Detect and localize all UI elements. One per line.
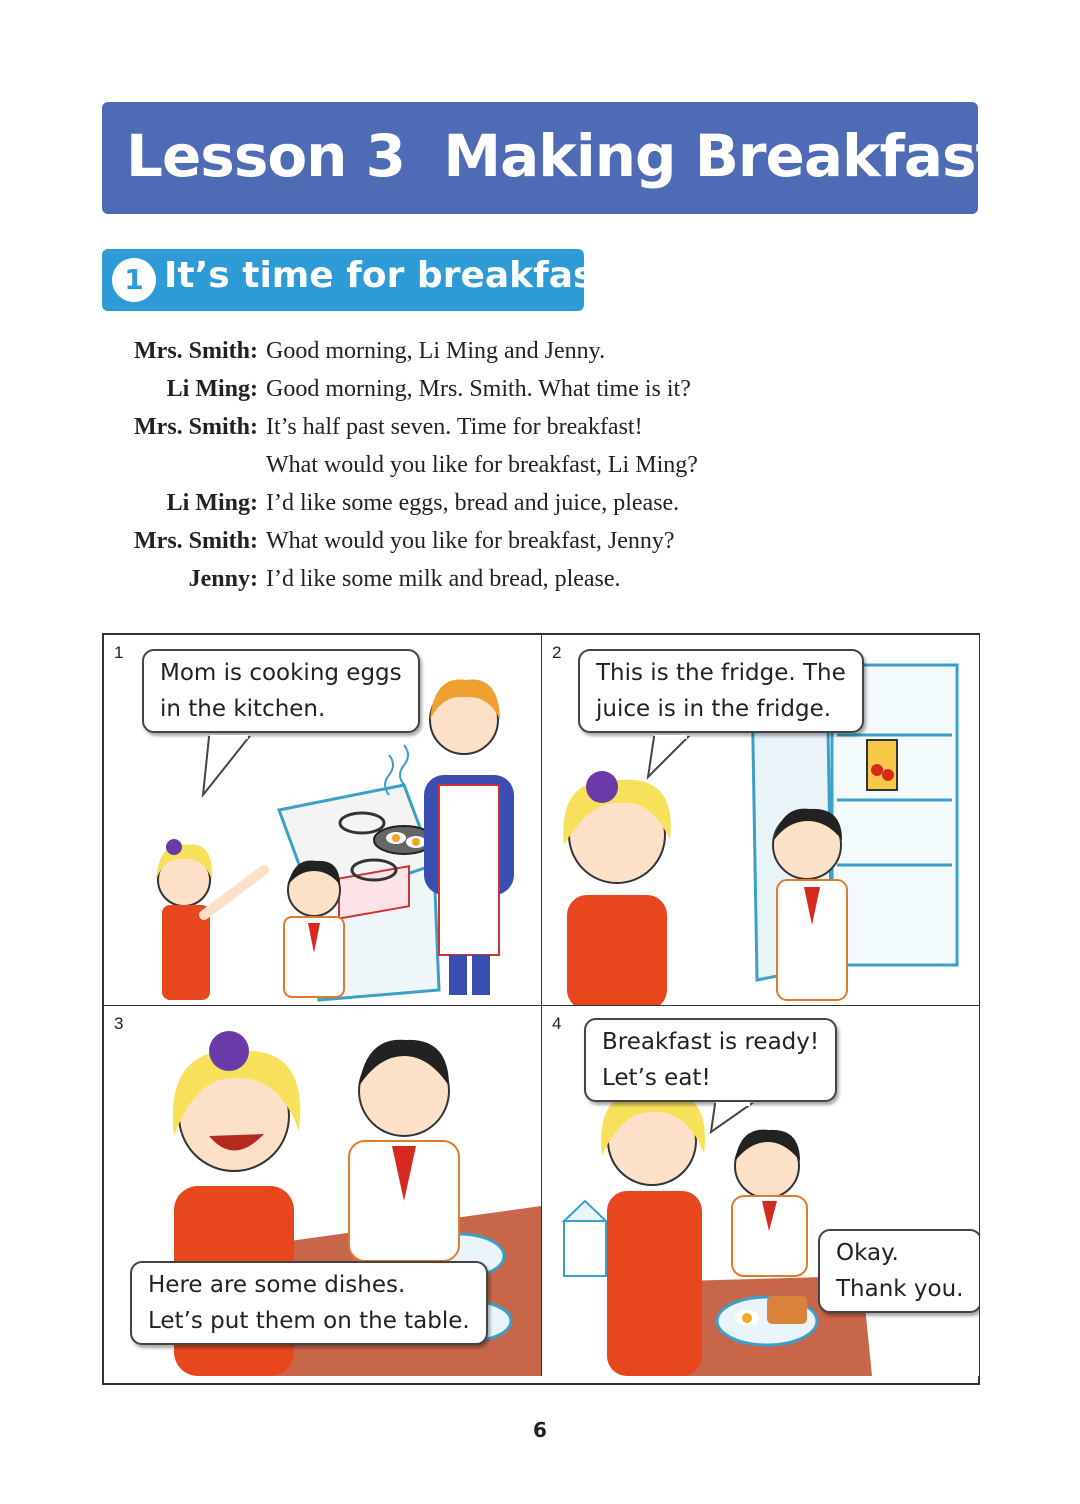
dialogue-line [102, 560, 882, 598]
section-header [102, 249, 629, 311]
comic-panel-4 [542, 1006, 979, 1376]
milk-carton [564, 1221, 606, 1276]
page-number: 6 [533, 1418, 547, 1442]
dialogue-line [102, 332, 882, 370]
speech: I’d like some milk and bread, please. [266, 565, 621, 592]
speaker: Li Ming: [166, 489, 258, 516]
dialogue-line [102, 484, 882, 522]
comic-panel-1 [104, 635, 542, 1006]
speaker: Mrs. Smith: [134, 527, 258, 554]
lesson-title-bar [102, 102, 1003, 214]
speech-bubble: Breakfast is ready! Let’s eat! [584, 1018, 837, 1102]
speech: It’s half past seven. Time for breakfast! [266, 413, 643, 440]
panel-number: 3 [114, 1014, 124, 1033]
panel-number: 2 [552, 643, 562, 662]
bubble-tail [642, 735, 702, 785]
speech-bubble: Here are some dishes. Let’s put them on the table. [130, 1261, 488, 1345]
lesson-title: Lesson 3 Making Breakfast [126, 122, 1003, 190]
comic-panel-2 [542, 635, 979, 1006]
speech-bubble: Okay. Thank you. [818, 1229, 979, 1313]
comic-panel-3 [104, 1006, 542, 1376]
speech: I’d like some eggs, bread and juice, please. [266, 489, 680, 516]
dialogue-line [102, 370, 882, 408]
speaker: Mrs. Smith: [134, 413, 258, 440]
bubble-tail [199, 735, 269, 805]
speech: Good morning, Li Ming and Jenny. [266, 337, 606, 364]
speech: Good morning, Mrs. Smith. What time is it? [266, 375, 691, 402]
panel-number: 4 [552, 1014, 562, 1033]
speaker: Li Ming: [166, 375, 258, 402]
dialogue-line [102, 446, 882, 484]
speech: What would you like for breakfast, Li Ming? [266, 451, 698, 478]
speaker: Mrs. Smith: [134, 337, 258, 364]
section-title: It’s time for breakfast! [164, 255, 629, 296]
speech-bubble: Mom is cooking eggs in the kitchen. [142, 649, 420, 733]
speech: What would you like for breakfast, Jenny? [266, 527, 675, 554]
dialogue [102, 332, 882, 598]
speech-bubble: This is the fridge. The juice is in the fridge. [578, 649, 864, 733]
speaker: Jenny: [188, 565, 258, 592]
comic-strip [102, 633, 980, 1385]
panel-number: 1 [114, 643, 124, 662]
bubble-tail [707, 1102, 767, 1142]
section-number: 1 [112, 258, 156, 302]
dialogue-line [102, 408, 882, 446]
juice-carton [867, 740, 897, 790]
dialogue-line [102, 522, 882, 560]
